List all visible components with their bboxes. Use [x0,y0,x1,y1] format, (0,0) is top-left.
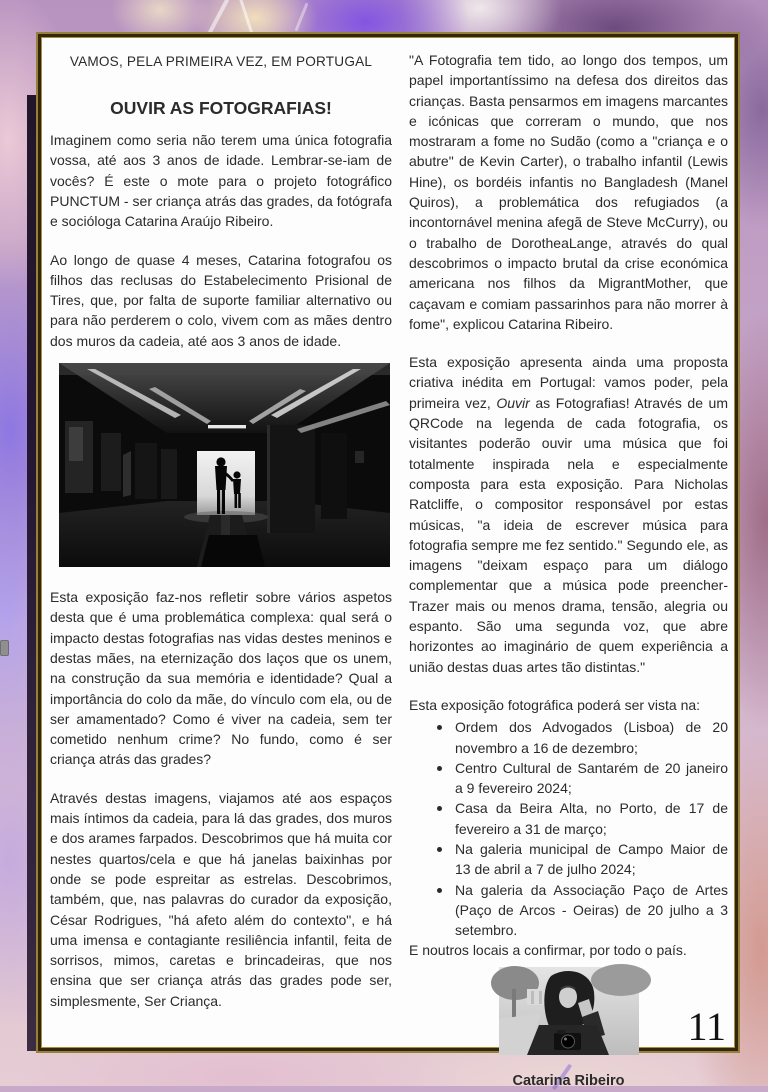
venue-list-item: Ordem dos Advogados (Lisboa) de 20 novembro a 16 de dezembro; [435,717,728,758]
paragraph-project: Ao longo de quase 4 meses, Catarina fotografou os filhos das reclusas do Estabelecimento Prisional de Tires, que, por falta de suporte familiar alternativo ou para não perderem o colo, vivem com as mães dentro dos muros da cadeia, até aos 3 anos de idade. [50,251,392,349]
kicker-line: VAMOS, PELA PRIMEIRA VEZ, EM PORTUGAL [69,54,373,69]
paragraph-curator: Através destas imagens, viajamos até aos espaços mais íntimos da cadeia, para lá das grades, dos muros e dos arames farpados. Descobrimos que há muita cor nestes quartos/cela e que há janelas baixinhas por onde se pode espreitar as estrelas. Descobrimos, também, que, nas palavras do curador da exposição, César Rodrigues, "há afeto além do contexto", e há uma imensa e contagiante resiliência infantil, feita de sorrisos, mimos, caretas e brincadeiras, que nos ensina que ser criança atrás das grades pode ser, simplesmente, Ser Criança. [50,789,392,1009]
corridor-photo [59,363,390,567]
paragraph-quote: "A Fotografia tem tido, ao longo dos tempos, um papel importantíssimo na defesa dos direitos das crianças. Basta pensarmos em imagens marcantes e icónicas que correram o mundo, que nos mostraram a fome no Sudão (como a "criança e o abutre" de Kevin Carter), o trabalho infantil (Lewis Hine), os bordéis infantis no Bangladesh (Manel Quiros), a problemática dos refugiados (a incontornável menina afegã de Steve McCurry), ou o trabalho de DorotheaLange, através do qual descobrimos o impacto brutal da crise económica americana nos filhos da MigrantMother, que caçavam e comiam passarinhos para não morrer à fome", explicou Catarina Ribeiro. [409,52,728,332]
mother-child-corridor-silhouette-image [59,363,390,567]
venue-list-item: Na galeria da Associação Paço de Artes (Paço de Arcos - Oeiras) de 20 julho a 3 setembro. [435,880,728,941]
paragraph-reflection: Esta exposição faz-nos refletir sobre vários aspetos desta que é uma problemática complexa: qual será o impacto destas fotografias nas vidas destes meninos e destas mães, na eternização dos laços que os unem, na construção da sua memória e identidade? Qual a importância do colo da mãe, do vínculo com ela, ou de ser amamentado? Como é viver na cadeia, sem ter cometido nenhum crime? No fundo, como é ser criança atrás das grades? [50,589,392,768]
right-column [409,46,728,1089]
venues-list [435,717,728,940]
paragraph-intro: Imaginem como seria não terem uma única fotografia vossa, até aos 3 anos de idade. Lembrar-se-iam de vocês? É este o mote para o projeto fotográfico PUNCTUM - ser criança atrás das grades, da fotógrafa e socióloga Catarina Araújo Ribeiro. [50,132,392,230]
venue-list-item: Na galeria municipal de Campo Maior de 13 de abril a 7 de julho 2024; [435,839,728,880]
closing-line: E noutros locais a confirmar, por todo o país. [409,942,687,959]
article-title: OUVIR AS FOTOGRAFIAS! [110,97,332,118]
light-streak [294,3,308,32]
page-shadow-edge [27,95,36,1051]
magazine-page [36,32,740,1089]
catarina-ribeiro-portrait-image [499,967,639,1055]
page-content [42,38,734,1089]
paragraph-proposal: Esta exposição apresenta ainda uma proposta criativa inédita em Portugal: vamos poder, pela primeira vez, Ouvir as Fotografias! Através de um QRCode na legenda de cada fotografia, os visitantes poderão ouvir uma música que foi totalmente inspirada nela e especialmente composta para esta exposição. Para Nicholas Ratcliffe, o compositor responsável por estas músicas, "a ideia de escrever música para fotografia sempre me fez sentido." Segundo ele, as imagens "deixam espaço para um diálogo complementar que a música pode preencher- Trazer mais ou menos drama, tensão, alegria ou espanto. São uma segunda voz, que abre horizontes ao imaginário de quem experiência a união destas duas artes tão distintas." [409,354,728,675]
gold-frame [38,34,738,1089]
background-gray-chip [0,640,9,656]
venue-list-item: Centro Cultural de Santarém de 20 janeiro a 9 fevereiro 2024; [435,758,728,799]
italic-ouvir: Ouvir [496,394,530,411]
camera [554,1030,581,1050]
venue-list-item: Casa da Beira Alta, no Porto, de 17 de fevereiro a 31 de março; [435,798,728,839]
author-photo [499,967,639,1055]
left-column [50,46,392,1043]
venues-intro: Esta exposição fotográfica poderá ser vista na: [409,696,701,713]
photo-caption: Catarina Ribeiro [512,1072,625,1089]
page-number: 11 [687,1004,726,1049]
light-streak [239,0,254,36]
